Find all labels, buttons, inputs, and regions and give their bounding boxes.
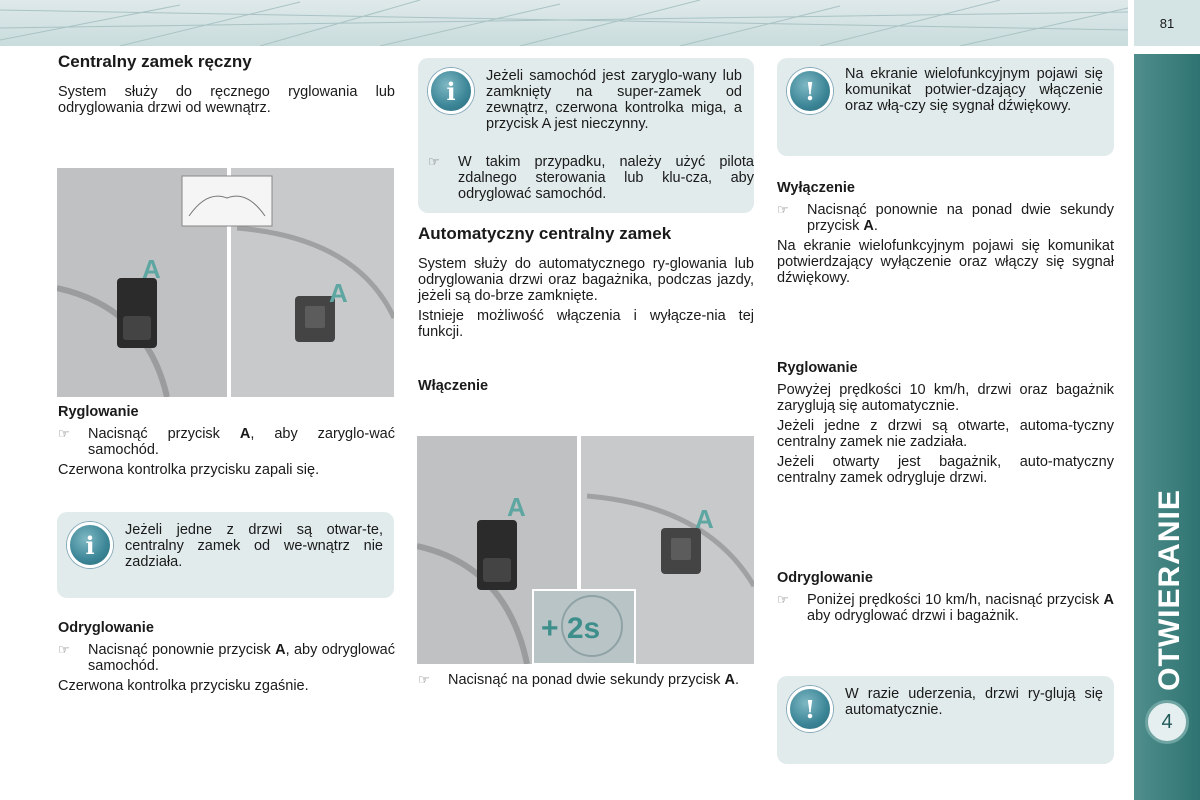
column-1-lower <box>58 404 395 482</box>
bullet-item: ☞ Poniżej prędkości 10 km/h, nacisnąć przycisk A aby odryglować drzwi i bagażnik. <box>777 592 1114 624</box>
bullet-item: ☞ Nacisnąć przycisk A, aby zaryglo-wać samochód. <box>58 426 395 458</box>
subheading-enable: Włączenie <box>418 378 489 394</box>
column-1 <box>58 54 395 120</box>
button-a-label: A <box>142 254 161 284</box>
pointing-hand-icon: ☞ <box>777 202 789 217</box>
info-icon: i <box>67 522 113 568</box>
column-3-unlocking <box>777 570 1114 628</box>
header-decoration <box>0 0 1128 46</box>
column-2 <box>418 226 754 400</box>
info-box <box>57 512 394 598</box>
intro-text: System służy do automatycznego ry-glowania lub odryglowania drzwi oraz bagażnika, podczas jazdy, jeżeli są do-brze zamknięte. <box>418 256 754 304</box>
door-lock-photo <box>57 168 394 397</box>
column-3 <box>777 180 1114 290</box>
subheading-disable: Wyłączenie <box>777 180 855 196</box>
chapter-title: OTWIERANIE <box>1153 489 1187 691</box>
warning-text: Na ekranie wielofunkcyjnym pojawi się komunikat potwier-dzający włączenie oraz włą-czy się sygnał dźwiękowy. <box>845 66 1103 114</box>
note-text: Czerwona kontrolka przycisku zgaśnie. <box>58 678 309 694</box>
info-text: Jeżeli samochód jest zaryglo-wany lub zamknięty na super-zamek od zewnątrz, czerwona kontrolka miga, a przycisk A jest nieczynny. <box>486 68 742 132</box>
button-a-label: A <box>695 504 714 534</box>
info-box <box>418 58 754 213</box>
pointing-hand-icon: ☞ <box>58 642 70 657</box>
subheading-unlocking: Odryglowanie <box>777 570 873 586</box>
info-text: Jeżeli jedne z drzwi są otwar-te, centralny zamek od we-wnątrz nie zadziała. <box>125 522 383 570</box>
bullet-item: ☞ Nacisnąć ponownie przycisk A, aby odryglować samochód. <box>58 642 395 674</box>
note-text: Na ekranie wielofunkcyjnym pojawi się komunikat potwierdzający wyłączenie oraz włączy się sygnał dźwiękowy. <box>777 238 1114 286</box>
subheading-locking: Ryglowanie <box>777 360 858 376</box>
paragraph: Powyżej prędkości 10 km/h, drzwi oraz bagażnik zaryglują się automatycznie. <box>777 382 1114 414</box>
column-2-bottom <box>418 672 754 692</box>
column-3-locking <box>777 360 1114 490</box>
warning-icon: ! <box>787 686 833 732</box>
bullet-item: ☞ Nacisnąć na ponad dwie sekundy przycisk A. <box>418 672 739 688</box>
pointing-hand-icon: ☞ <box>418 672 430 687</box>
bullet-item: ☞ W takim przypadku, należy użyć pilota zdalnego sterowania lub klu-cza, aby odryglować samochód. <box>428 154 754 202</box>
note-text: Czerwona kontrolka przycisku zapali się. <box>58 462 320 478</box>
timer-2s-label: + 2s <box>541 612 601 645</box>
warning-text: W razie uderzenia, drzwi ry-glują się automatycznie. <box>845 686 1103 718</box>
subheading-locking: Ryglowanie <box>58 404 139 420</box>
warning-box <box>777 676 1114 764</box>
warning-box <box>777 58 1114 156</box>
warning-icon: ! <box>787 68 833 114</box>
intro-text-2: Istnieje możliwość włączenia i wyłącze-nia tej funkcji. <box>418 308 754 340</box>
subheading-unlocking: Odryglowanie <box>58 620 154 636</box>
pointing-hand-icon: ☞ <box>777 592 789 607</box>
section-heading: Centralny zamek ręczny <box>58 52 252 71</box>
pointing-hand-icon: ☞ <box>58 426 70 441</box>
paragraph: Jeżeli otwarty jest bagażnik, auto-matyczny centralny zamek odrygluje drzwi. <box>777 454 1114 486</box>
section-heading: Automatyczny centralny zamek <box>418 224 672 243</box>
bullet-item: ☞ Nacisnąć ponownie na ponad dwie sekundy przycisk A. <box>777 202 1114 234</box>
pointing-hand-icon: ☞ <box>428 154 440 169</box>
intro-text: System służy do ręcznego ryglowania lub odryglowania drzwi od wewnątrz. <box>58 84 395 116</box>
button-a-label: A <box>507 492 526 522</box>
chapter-number-badge: 4 <box>1145 700 1189 744</box>
column-1-bottom <box>58 620 395 698</box>
page-number: 81 <box>1134 0 1200 46</box>
button-a-label: A <box>329 278 348 308</box>
info-icon: i <box>428 68 474 114</box>
header-band <box>0 0 1128 46</box>
enable-photo <box>417 436 754 664</box>
paragraph: Jeżeli jedne z drzwi są otwarte, automa-tyczny centralny zamek nie zadziała. <box>777 418 1114 450</box>
